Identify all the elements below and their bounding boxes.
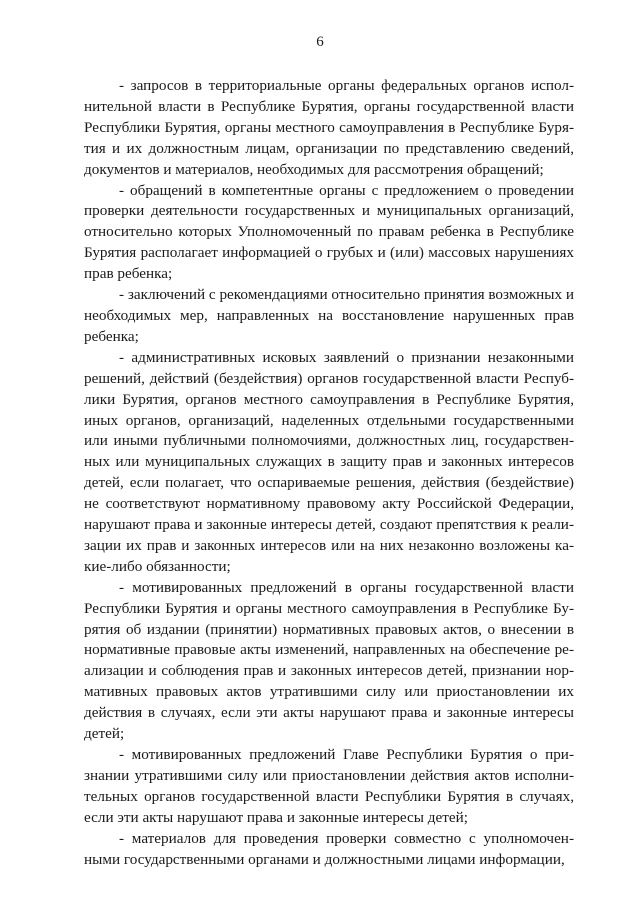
paragraph-materials: - материалов для проведения проверки совместно с уполномоченными государственными органами и должностными лицами информации,: [84, 829, 574, 868]
paragraph-appeals: - обращений в компетентные органы с предложением о проведении проверки деятельности государственных и муниципальных организаций, относительно которых Уполномоченный по правам ребенка в Республике Бурятия располагает информацией о грубых и (или) массовых нарушениях прав ребенка;: [84, 181, 574, 283]
page-number: 6: [316, 34, 324, 50]
paragraph-lawsuits: - административных исковых заявлений о признании незаконными решений, действий (бездействия) органов государственной власти Республики Бурятия, органов местного самоуправления в Республике Бурятия, иных органов, организаций, наделенных отдельными государственными или иными публичными полномочиями, должностных лиц, государственных или муниципальных служащих в защиту прав и законных интересов детей, если полагает, что оспариваемые решения, действия (бездействие) не соответствуют нормативному правовому акту Российской Федерации, нарушают права и законные интересы детей, создают препятствия к реализации их прав и законных интересов или на них незаконно возложены какие-либо обязанности;: [84, 348, 574, 575]
paragraph-conclusions: - заключений с рекомендациями относительно принятия возможных и необходимых мер, направленных на восстановление нарушенных прав ребенка;: [84, 286, 574, 345]
paragraph-proposals-head: - мотивированных предложений Главе Республики Бурятия о признании утратившими силу или приостановлении действия актов исполнительных органов государственной власти Республики Бурятия в случаях, если эти акты нарушают права и законные интересы детей;: [84, 746, 574, 826]
document-body: [84, 76, 574, 870]
paragraph-proposals-authorities: - мотивированных предложений в органы государственной власти Республики Бурятия и органы местного самоуправления в Республике Бурятия об издании (принятии) нормативных правовых актов, о внесении в нормативные правовые акты изменений, направленных на обеспечение реализации и соблюдения прав и законных интересов детей, признании нормативных правовых актов утратившими силу или приостановлении их действия в случаях, если эти акты нарушают права и законные интересы детей;: [84, 578, 574, 743]
paragraph-requests: - запросов в территориальные органы федеральных органов исполнительной власти в Республике Бурятия, органы государственной власти Республики Бурятия, органы местного самоуправления в Республике Бурятия и их должностным лицам, организации по представлению сведений, документов и материалов, необходимых для рассмотрения обращений;: [84, 77, 574, 178]
